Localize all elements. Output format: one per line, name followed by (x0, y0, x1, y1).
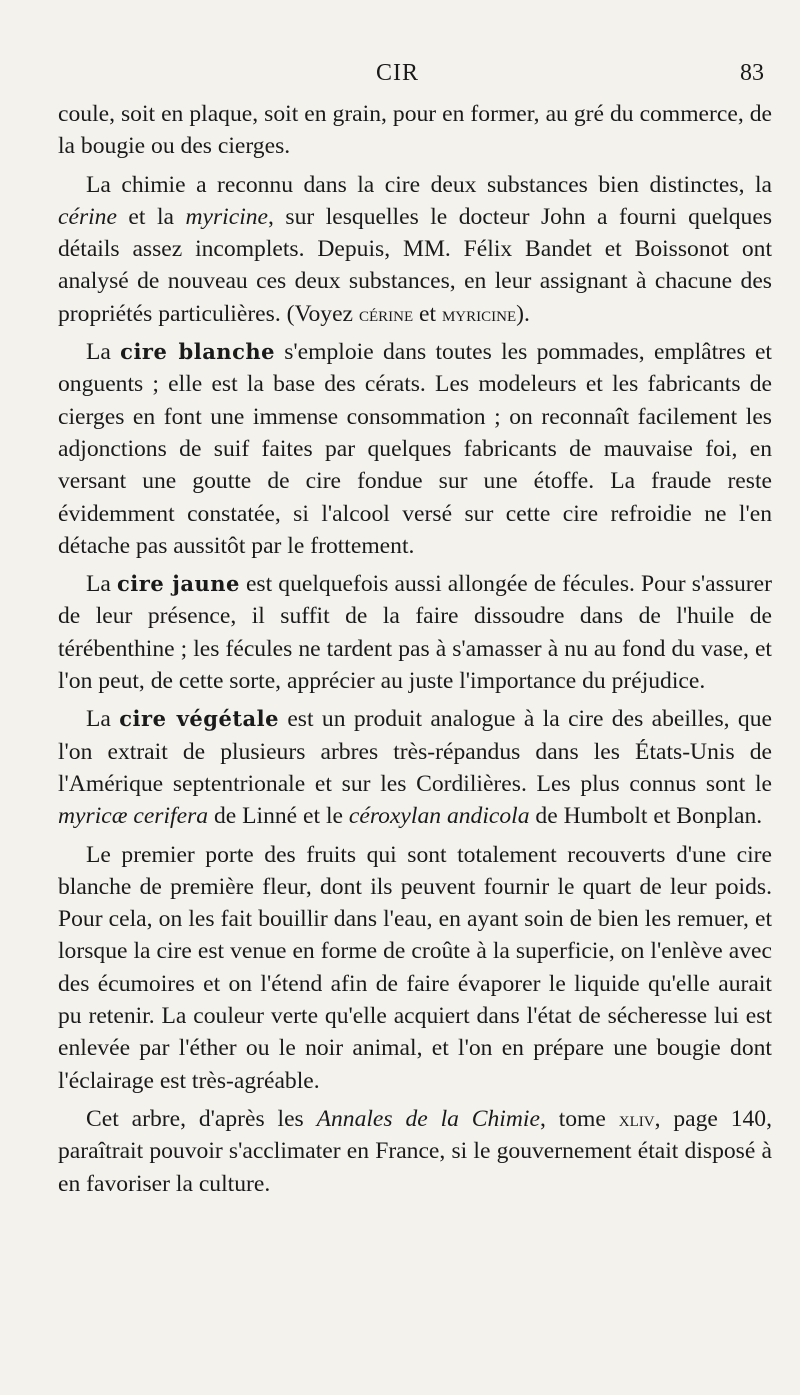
paragraph-chemistry (58, 169, 772, 330)
text-run: La (86, 706, 120, 733)
text-run: La chimie a reconnu dans la cire deux substances bien distinctes, la (86, 171, 772, 198)
text-run: , tome (539, 1105, 619, 1132)
text-run: , sur lesquelles le docteur John a fourni quelques détails assez incomplets. Depuis, MM. Félix Bandet et Boissonot ont analysé de nouveau ces deux substances, en leur assignant à chacune des propriétés particulières. (Voyez (58, 203, 773, 327)
small-caps-term: xliv (618, 1106, 655, 1131)
text-run: coule, soit en plaque, soit en grain, pour en former, au gré du commerce, de la bougie ou des cierges. (58, 101, 772, 160)
page-header (58, 58, 772, 98)
paragraph-cire-vegetale (58, 703, 772, 832)
paragraph-premier-porte (58, 839, 772, 1097)
bold-term: cire blanche (120, 339, 275, 365)
italic-term: céroxylan andicola (348, 803, 530, 830)
running-head: CIR (376, 60, 420, 86)
paragraph-continuation (58, 98, 772, 163)
bold-term: cire végétale (119, 706, 279, 732)
small-caps-term: myricine (441, 301, 517, 326)
text-run: ). (516, 300, 530, 327)
paragraph-cet-arbre (58, 1103, 772, 1200)
text-run: s'emploie dans toutes les pommades, emplâtres et onguents ; elle est la base des cérats. Les modeleurs et les fabricants de cierges en font une immense consommation ; on reconnaît facilement les adjonctions de suif faites par quelques fabricants de mauvaise foi, en versant une goutte de cire fondue sur une étoffe. La fraude reste évidemment constatée, si l'alcool versé sur cette cire refroidie ne l'en détache pas aussitôt par le frottement. (58, 339, 772, 559)
text-run: de Humbolt et Bonplan. (529, 803, 763, 830)
text-run: , page 140, paraîtrait pouvoir s'acclimater en France, si le gouvernement était disposé à en favoriser la culture. (58, 1105, 772, 1197)
italic-term: myricæ cerifera (58, 803, 209, 830)
text-run: La (86, 571, 118, 598)
italic-term: Annales de la Chimie (316, 1105, 540, 1132)
text-run: et la (116, 203, 186, 230)
small-caps-term: cérine (358, 301, 414, 326)
body-text (58, 98, 772, 1200)
bold-term: cire jaune (117, 571, 240, 597)
text-run: Le premier porte des fruits qui sont totalement recouverts d'une cire blanche de première fleur, dont ils peuvent fournir le quart de leur poids. Pour cela, on les fait bouillir dans l'eau, en ayant soin de bien les remuer, et lorsque la cire est venue en forme de croûte à la superficie, on l'enlève avec des écumoires et on l'étend afin de faire évaporer le liquide qu'elle aurait pu retenir. La couleur verte qu'elle acquiert dans l'état de sécheresse lui est enlevée par l'éther ou le noir animal, et l'on en prépare une bougie dont l'éclairage est très-agréable. (58, 841, 772, 1094)
paragraph-cire-blanche (58, 336, 772, 562)
text-run: La (86, 339, 121, 366)
page-number: 83 (740, 60, 764, 86)
text-run: et (413, 300, 442, 327)
text-run: de Linné et le (208, 803, 349, 830)
text-run: est quelquefois aussi allongée de fécules. Pour s'assurer de leur présence, il suffit de la faire dissoudre dans de l'huile de térébenthine ; les fécules ne tardent pas à s'amasser à nu au fond du vase, et l'on peut, de cette sorte, apprécier au juste l'importance du préjudice. (58, 571, 772, 695)
italic-term: myricine (185, 203, 269, 230)
italic-term: cérine (58, 203, 117, 230)
paragraph-cire-jaune (58, 568, 772, 697)
text-run: est un produit analogue à la cire des abeilles, que l'on extrait de plusieurs arbres très-répandus dans les États-Unis de l'Amérique septentrionale et sur les Cordilières. Les plus connus sont le (58, 706, 772, 797)
text-run: Cet arbre, d'après les (86, 1105, 317, 1132)
